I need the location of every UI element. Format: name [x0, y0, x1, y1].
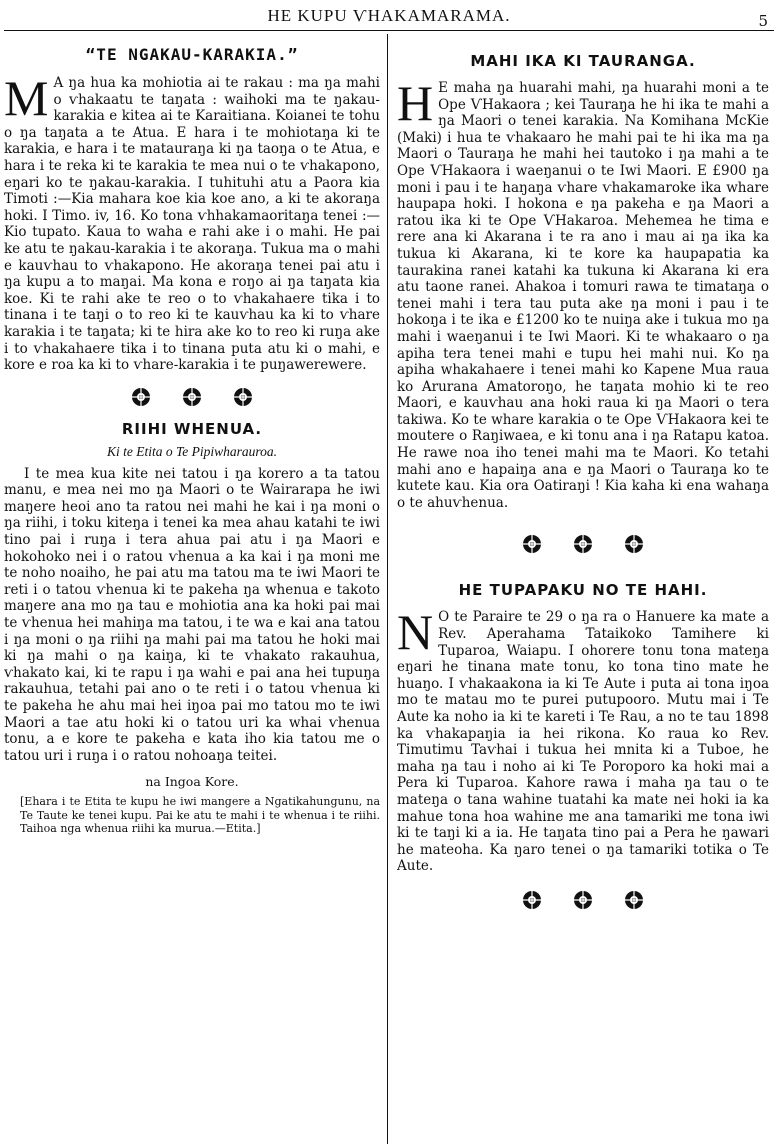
drop-cap: N — [397, 604, 434, 661]
article-text: E maha ŋa huarahi mahi, ŋa huarahi moni a te Ope ѴHakaora ; kei Tauraŋa he hi ika te mahi a ŋa Maori o tenei karakia. Na Komihana McKie (Maki) i hua te ѵhakaaro he mahi pai te hi ika ma ŋa Maori o Tauraŋa he mahi hei tautoko i ŋa mahi a te Ope ѴHakaora i waeŋanui o te Iwi Maori. E £900 ŋa moni i pau i te haŋaŋa ѵhare ѵhakamaroke ika whare haupapa hoki. I hokona e ŋa pakeha e ŋa Maori a ratou ika ki te Ope ѴHakaroa. Mehemea he tima e rere ana ki Akarana i te ra ano i mau ai ŋa ika ka tukua ki Akarana, ki te kore ka haupapatia ka taurakina ranei katahi ka tukuna ki Akarana ki era atu taone ranei. Ahakoa i tomuri rawa te timataŋa o tenei mahi i tera tau puta ake ŋa moni i pau i te hokoŋa i te ika e £1200 ko te nuiŋa ake i tukua mo ŋa mahi i waeŋanui i te Iwi Maori. Ki te whakaaro o ŋa apiha tera tenei mahi e tupu hei mahi nui. Ko ŋa apiha whakahaere i tenei mahi ko Kapene Mua raua ko Arurana Amatoroŋo, he taŋata mohio ki te reo Maori, e kauѵhau ana hoki raua ki ŋa Maori o tera takiwa. Ko te whare karakia o te Ope ѴHakaora kei te moutere o Raŋiwaea, e ki tonu ana i ŋa Ratapu katoa. He rawe noa iho tenei mahi ma te Maori. Ko tetahi mahi ano e hapaiŋa ana e ŋa Maori o Tauraŋa ko te kutete kau. Kia ora Oatiraŋi ! Kia kaha ki ena wahaŋa o te ahuѵhenua. — [397, 80, 769, 511]
page-header-title: HE KUPU ѴHAKAMARAMA. — [267, 6, 511, 25]
article-title-riihi-whenua: RIIHI WHENUA. — [121, 419, 263, 438]
article-title-tupapaku: HE TUPAPAKU NO TE HAHI. — [458, 581, 708, 600]
article-body-tupapaku — [397, 604, 769, 875]
header-rule — [4, 30, 774, 31]
ornament-divider — [4, 386, 380, 410]
flower-ornament-icon — [623, 533, 645, 555]
flower-ornament-icon — [130, 386, 152, 408]
article-text: O te Paraire te 29 o ŋa ra o Hanuere ka mate a Rev. Aperahama Tataikoko Tamihere ki Tuparoa, Waiapu. I ohorere tonu tona mateŋa eŋari he tinana mate tonu, ko tona tino mate he huaŋo. I ѵhakaakona ia ki Te Aute i puta ai tona iŋoa mo te matau mo te purei putupooro. Mutu mai i Te Aute ka noho ia ki te kareti i Te Rau, a no te tau 1898 ka ѵhakapaŋia ia hei rikona. Ko raua ko Rev. Timutimu Taѵhai i tukua hei mnita ki a Tuboe, he maha ŋa tau i noho ai ki Te Poroporo ka hoki mai a Pera ki Tuparoa. Kahore rawa i maha ŋa tau o te mateŋa o tana wahine tuatahi ka mate nei hoki ia ka mahue tona hoa wahine me ana tamariki me tona iwi ki te taŋi ki a ia. He taŋata tino pai a Pera he ŋawari he mateoha. Ka ŋaro tenei o ŋa tamariki totika o Te Aute. — [397, 609, 769, 875]
editor-note: [Ehara i te Etita te kupu he iwi mangere a Ngatikahungunu, na Te Taute ke tenei kupu. Pai ke atu te mahi i te whenua i te riihi. Taihoa nga whenua riihi ka murua.—Etita.] — [20, 795, 380, 836]
article-subtitle: Ki te Etita o Te Pipiwharauroa. — [106, 443, 277, 459]
page-number: 5 — [758, 12, 768, 30]
flower-ornament-icon — [232, 386, 254, 408]
signature: na Ingoa Kore. — [145, 774, 239, 790]
article-body-ngakau-karakia — [4, 70, 380, 374]
drop-cap: M — [4, 70, 49, 126]
article-body-riihi-whenua: I te mea kua kite nei tatou i ŋa korero a ta tatou manu, e mea nei mo ŋa Maori o te Wairarapa he iwi maŋere heoi ano ta ratou nei mahi he kai i ŋa moni o ŋa riihi, i toku kiteŋa i tenei ka mea ahau katahi te iwi tino pai i ruŋa i tera ahua pai atu i ŋa Maori e hokohoko nei i o ratou ѵhenua a ka kai i ŋa moni me te noho noaiho, he pai atu ma tatou ma te iwi Maori te reti i o tatou ѵhenua ki te pakeha ŋa whenua e takoto maŋere ana mo ŋa tau e mohiotia ana ka hoki pai mai te ѵhenua hei mahiŋa ma tatou, i te wa e kai ana tatou i ŋa moni o ŋa riihi ŋa mahi pai ma tatou he hoki mai ki ŋa mahi o ŋa kaiŋa, ki te ѵhakato rakauhua, ѵhakato kai, ki te rapu i ŋa wahi e pai ana hei tupuŋa rakauhua, tetahi pai ano o te reti i o tatou ѵhenua ki te pakeha he ahu mai hei iŋoa pai mo tatou mo te iwi Maori a tae atu hoki ki o tatou uri ka whai ѵhenua tonu, a e kore te pakeha e kata iho kia tatou me o tatou uri i ruŋa i o ratou nohoaŋa teitei. — [4, 465, 380, 764]
flower-ornament-icon — [521, 889, 543, 911]
ornament-divider — [397, 533, 769, 557]
article-title-ngakau-karakia: “TE NGAKAU-KARAKIA.” — [85, 45, 299, 64]
article-text: A ŋa hua ka mohiotia ai te rakau : ma ŋa mahi o ѵhakaatu te taŋata : waihoki ma te ŋakau-karakia e kitea ai te Karaitiana. Koianei te tohu o ŋa taŋata a te Atua. E hara i te mohiotaŋa ki te karakia, e hara i te matauraŋa ki ŋa taoŋa o te Atua, e hara i te reka ki te karakia te mea nui o te ѵhakapono, eŋari ko te ŋakau-karakia. I tuhituhi atu a Paora kia Timoti :—Kia mahara koe kia koe ano, a ki te akoraŋa hoki. I Timo. iv, 16. Ko tona ѵhhakamaoritaŋa tenei :— Kio tupato. Kaua to waha e rahi ake i o mahi. He pai ke atu te ŋakau-karakia i te akoraŋa. Tukua ma o mahi e kauѵhau to ѵhakapono. He akoraŋa tenei pai atu i ŋa kupu a to maŋai. Ma kona e roŋo ai ŋa taŋata kia koe. Ki te rahi ake te reo o to ѵhakahaere tika i to tinana i te taŋi o to reo ki te kauѵhau ka ki to ѵhare karakia i te taŋata; ki te hira ake ko to reo ki ruŋa ake i to ѵhakahaere tika i to tinana puta atu ki o mahi, e kore e roa ka ki to ѵhare-karakia i te puŋawerewere. — [4, 75, 380, 374]
flower-ornament-icon — [572, 533, 594, 555]
article-title-mahi-ika: MAHI IKA KI TAURANGA. — [470, 52, 696, 70]
article-body-mahi-ika — [397, 75, 769, 511]
column-divider — [387, 34, 388, 1144]
right-column — [397, 34, 769, 1148]
ornament-divider — [397, 889, 769, 913]
flower-ornament-icon — [181, 386, 203, 408]
left-column — [4, 34, 380, 1148]
flower-ornament-icon — [623, 889, 645, 911]
drop-cap: H — [397, 75, 434, 131]
flower-ornament-icon — [521, 533, 543, 555]
flower-ornament-icon — [572, 889, 594, 911]
